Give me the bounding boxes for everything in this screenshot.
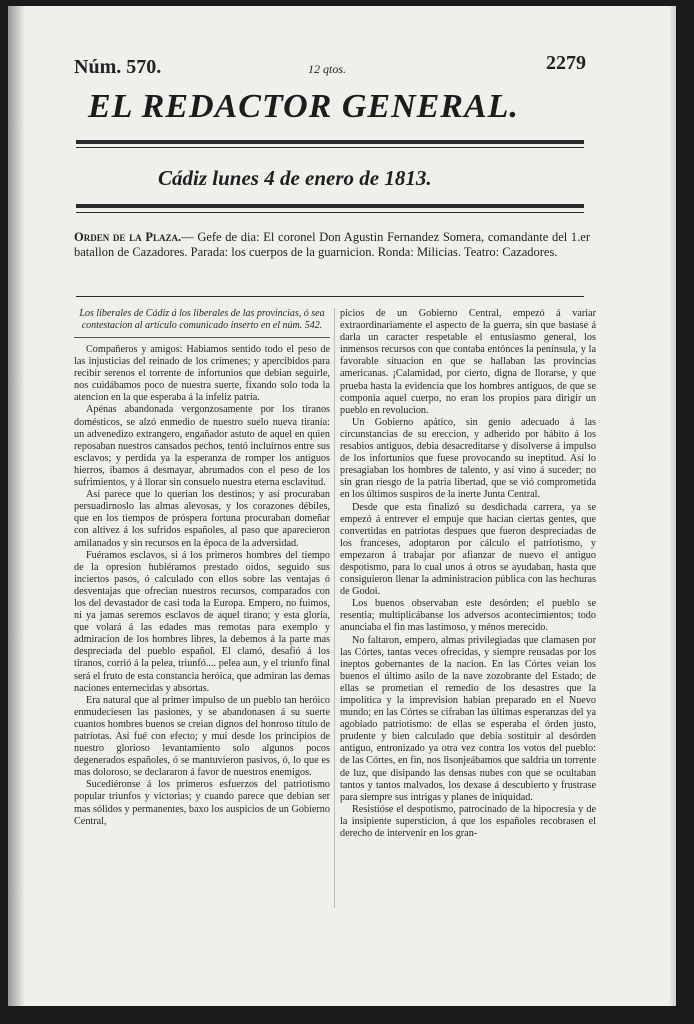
orden-de-la-plaza bbox=[74, 230, 590, 260]
article-paragraph: Así parece que lo querian los destinos; y así procuraban persuadirnoslo las almas alevosas, y los corazones débiles, que en los tiempos de próspera fortuna procuraban domeñar con altivez á los sufridos españoles, al paso que aparecieron amilanados y sin recursos en la época de la adversidad. bbox=[74, 489, 330, 549]
article-intro: Los liberales de Cádiz á los liberales de las provincias, ó sea contestacion al artículo comunicado inserto en el núm. 542. bbox=[74, 308, 330, 338]
newspaper-page bbox=[8, 6, 676, 1006]
masthead-rule-thick bbox=[76, 140, 584, 144]
article-column-left bbox=[74, 308, 330, 828]
orden-heading: Orden de la Plaza. bbox=[74, 230, 182, 244]
article-paragraph: Sucediéronse á los primeros esfuerzos del patriotismo popular triunfos y victorias; y cuando parece que debian ser mas sólidos y permanentes, baxo los auspicios de un Gobierno Central, bbox=[74, 779, 330, 827]
issue-price: 12 qtos. bbox=[308, 62, 347, 76]
dateline-rule-thin bbox=[76, 212, 584, 213]
issue-number: Núm. 570. bbox=[74, 56, 162, 78]
page-gutter-shadow bbox=[8, 6, 24, 1006]
article-paragraph: No faltaron, empero, almas privilegiadas que clamasen por las Córtes, tantas veces ofrecidas, y siempre reusadas por los ineptos gobernantes de la nacion. En las Córtes veian los buenos el último asilo de la nave zozobrante del Estado; de ellas se prometian el remedio de los desastres que la impolítica y la imprevision habian preparado en el Nuevo mundo; en las Córtes se cifraban las últimas esperanzas del ya agobiado patriotismo: de ellas se esperaba el órden justo, prudente y bien calculado que debia sostituir al desórden antiguo, entronizado ya otra vez contra los votos del pueblo: de las Córtes, en fin, nos lisonjeábamos que saldria un torrente de luz, que disipando las densas nubes con que se ocultaban tantos y tantos malvados, los dexase á descubierto y frustrase para siempre sus intrigas y planes de iniquidad. bbox=[340, 634, 596, 803]
masthead-title: EL REDACTOR GENERAL. bbox=[88, 88, 519, 125]
article-paragraph: Los buenos observaban este desórden; el pueblo se resentia; multiplicábanse los adversos acontecimientos; todo anunciaba el fin mas lastimoso, y ménos merecido. bbox=[340, 598, 596, 634]
article-paragraph: picios de un Gobierno Central, empezó á variar extraordinariamente el aspecto de la guerra, sin que bastase á darla un caracter respetable el entusiasmo general, los inmensos recursos con que contaba entónces la península, y la favorable situacion en que se hallaban las provincias americanas. ¡Calamidad, por cierto, digna de llorarse, y que prueba hasta la evidencia que los hombres antiguos, de que se componia aquel cuerpo, no eran los propios para dirigir un pueblo en revolucion. bbox=[340, 308, 596, 416]
article-paragraph: Un Gobierno apático, sin genio adecuado á las circunstancias de su ereccion, y adherido por hábito á los resabios antiguos, debia desacreditarse y disolverse á impulso de los infortunios que fuese provocando su ineptitud. Así lo presagiaban los hombres de talento, y así vino á suceder; no sin gran riesgo de la patria libertad, que se vió comprometida en los últimos suspiros de la inerte Junta Central. bbox=[340, 416, 596, 501]
orden-text: — Gefe de dia: El coronel Don Agustin Fernandez Somera, comandante del 1.er batallon de Cazadores. Parada: los cuerpos de la guarnicion. Ronda: Milicias. Teatro: Cazadores. bbox=[74, 230, 590, 259]
section-rule bbox=[76, 296, 584, 297]
dateline-rule-thick bbox=[76, 204, 584, 208]
dateline: Cádiz lunes 4 de enero de 1813. bbox=[158, 166, 432, 190]
article-paragraph: Resistióse el despotismo, patrocinado de la hipocresía y de la insipiente supersticion, á que los españoles recobrasen el derecho de intervenir en los gran- bbox=[340, 803, 596, 840]
column-divider bbox=[334, 308, 335, 908]
masthead-rule-thin bbox=[76, 147, 584, 148]
article-paragraph: Fuéramos esclavos, si á los primeros hombres del tiempo de la opresion hubiéramos prestado oidos, seguido sus inciertos pasos, ó calculado con ellos sobre las ventajas ó desventajas que ofrecian nuestros recursos, comparados con los del devastador de casi toda la Europa. Empero, no fuimos, ni ya jamas seremos esclavos de aquel tirano; y esta gloria, que volará á las edades mas remotas para exemplo y admiracion de los hombres libres, la debemos á la parte mas despreciada del pueblo español. El clamó, desafió á los tiranos, corrió á la pelea, triunfó.... pelea aun, y el triunfo final será el fruto de esta constancia heróica, que admiran las demas naciones enternecidas y absortas. bbox=[74, 549, 330, 694]
page-binding-edge bbox=[668, 6, 676, 1006]
article-paragraph: Desde que esta finalizó su desdichada carrera, ya se empezó á entrever el empuje que hacian ciertas gentes, que convertidas en patriotas despues que fueron despreciadas de los franceses, adoptaron por cálculo el patriotismo, y empezaron á trabajar por afianzar de nuevo el antiguo despotismo, para lo cual unos á otros se ayudaban, hasta que consiguieron llenar la administracion pública con las hechuras de Godoi. bbox=[340, 501, 596, 598]
article-paragraph: Compañeros y amigos: Habiamos sentido todo el peso de las injusticias del reinado de los crímenes; y apercibidos para recibir serenos el torrente de infortunios que debian seguirle, nos cuidábamos poco de nuestra suerte, fixando solo toda la atencion en la que esperaba á la infeliz patria. bbox=[74, 344, 330, 404]
article-paragraph: Apénas abandonada vergonzosamente por los tiranos domésticos, se alzó enmedio de nuestro suelo nueva tiranía: un advenedizo extrangero, engañador astuto de aquel en quien reposaban nuestros cansados pechos, tentó incluirnos entre sus esclavos; y perdida ya la esperanza de romper los antiguos hierros, íbamos á desmayar, abrumados con el peso de los sufrimientos, y á llorar sin consuelo nuestra eterna esclavitud. bbox=[74, 404, 330, 489]
page-number: 2279 bbox=[546, 52, 586, 74]
article-paragraph: Era natural que al primer impulso de un pueblo tan heróico enmudeciesen las pasiones, y se abandonasen á su suerte cuantos hombres buenos se creian dignos del honroso título de patriotas. Así fué con efecto; y muí desde los principios de nuestro glorioso levantamiento solo algunos pocos degenerados españoles, ó se mantuvieron pasivos, ó, lo que es mas doloroso, se declararon á favor de nuestros enemigos. bbox=[74, 694, 330, 779]
article-column-right bbox=[340, 308, 596, 840]
